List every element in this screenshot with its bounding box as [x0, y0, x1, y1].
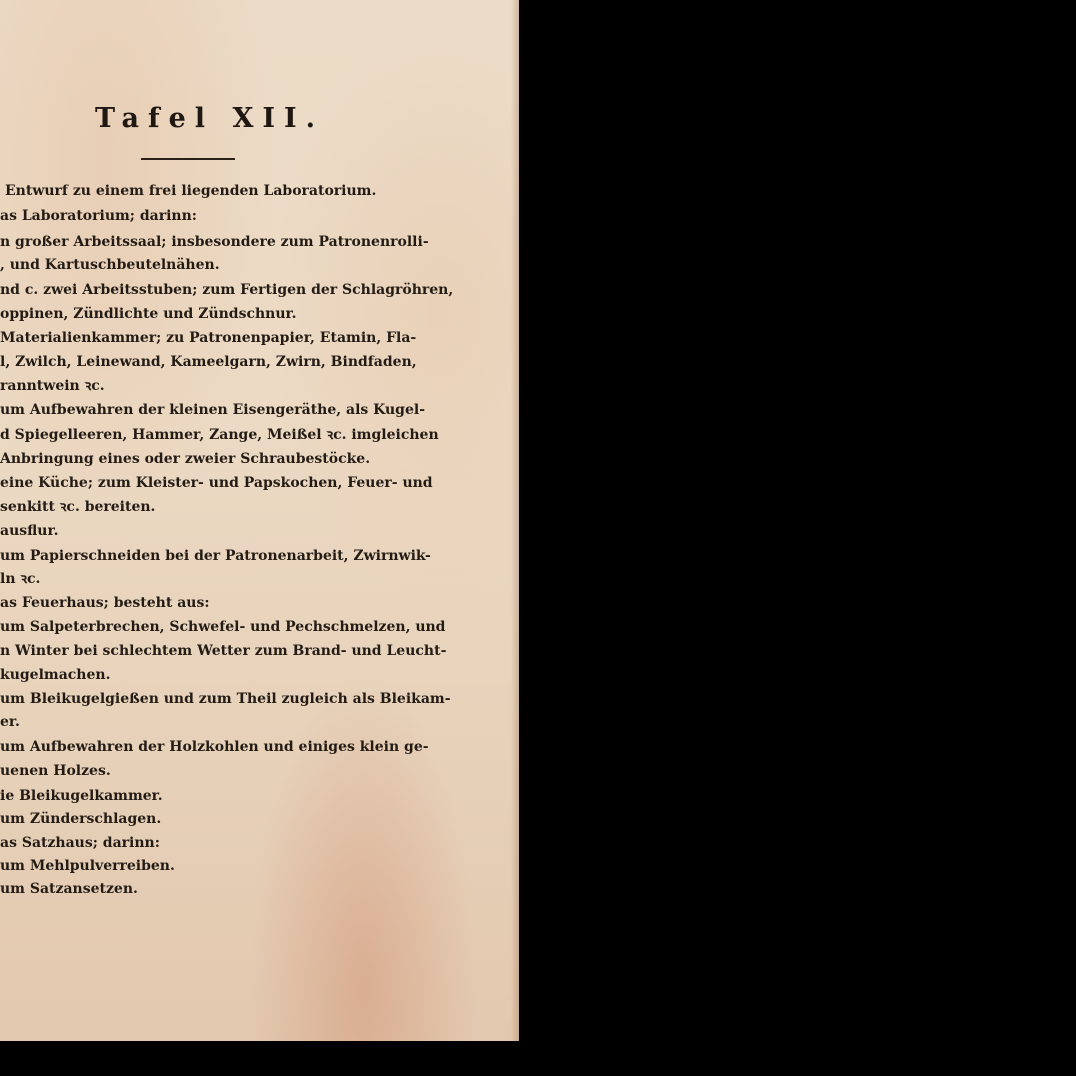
text-line: eine Küche; zum Kleister- und Papskochen, Feuer- und: [0, 475, 433, 491]
text-line: d Spiegelleeren, Hammer, Zange, Meißel ꝛc. imgleichen: [0, 427, 439, 443]
text-line: Anbringung eines oder zweier Schraubestöcke.: [0, 451, 371, 467]
page-title: Tafel XII.: [95, 103, 325, 134]
text-line: nd c. zwei Arbeitsstuben; zum Fertigen der Schlagröhren,: [0, 282, 454, 298]
text-line: oppinen, Zündlichte und Zündschnur.: [0, 306, 297, 322]
text-line: um Aufbewahren der Holzkohlen und einiges klein ge-: [0, 739, 429, 755]
scanned-page: [0, 0, 519, 1041]
text-line: l, Zwilch, Leinewand, Kameelgarn, Zwirn, Bindfaden,: [0, 354, 417, 370]
text-line: um Satzansetzen.: [0, 881, 138, 897]
text-line: Entwurf zu einem frei liegenden Laboratorium.: [5, 183, 377, 199]
title-rule: [141, 158, 235, 160]
text-line: uenen Holzes.: [0, 763, 111, 779]
text-line: senkitt ꝛc. bereiten.: [0, 499, 156, 515]
text-line: um Papierschneiden bei der Patronenarbeit, Zwirnwik-: [0, 548, 431, 564]
text-line: kugelmachen.: [0, 667, 111, 683]
text-line: n großer Arbeitssaal; insbesondere zum Patronenrolli-: [0, 234, 429, 250]
text-line: ln ꝛc.: [0, 571, 41, 587]
text-line: er.: [0, 714, 20, 730]
text-line: , und Kartuschbeutelnähen.: [0, 257, 220, 273]
text-line: um Mehlpulverreiben.: [0, 858, 175, 874]
text-line: n Winter bei schlechtem Wetter zum Brand- und Leucht-: [0, 643, 447, 659]
text-line: um Zünderschlagen.: [0, 811, 162, 827]
text-line: um Salpeterbrechen, Schwefel- und Pechschmelzen, und: [0, 619, 446, 635]
text-line: ranntwein ꝛc.: [0, 378, 105, 394]
text-line: as Satzhaus; darinn:: [0, 835, 160, 851]
text-line: um Bleikugelgießen und zum Theil zugleich als Bleikam-: [0, 691, 451, 707]
text-line: ie Bleikugelkammer.: [0, 788, 163, 804]
text-line: um Aufbewahren der kleinen Eisengeräthe, als Kugel-: [0, 402, 426, 418]
text-line: as Feuerhaus; besteht aus:: [0, 595, 210, 611]
text-line: Materialienkammer; zu Patronenpapier, Etamin, Fla-: [0, 330, 417, 346]
text-line: ausflur.: [0, 523, 59, 539]
text-line: as Laboratorium; darinn:: [0, 208, 197, 224]
